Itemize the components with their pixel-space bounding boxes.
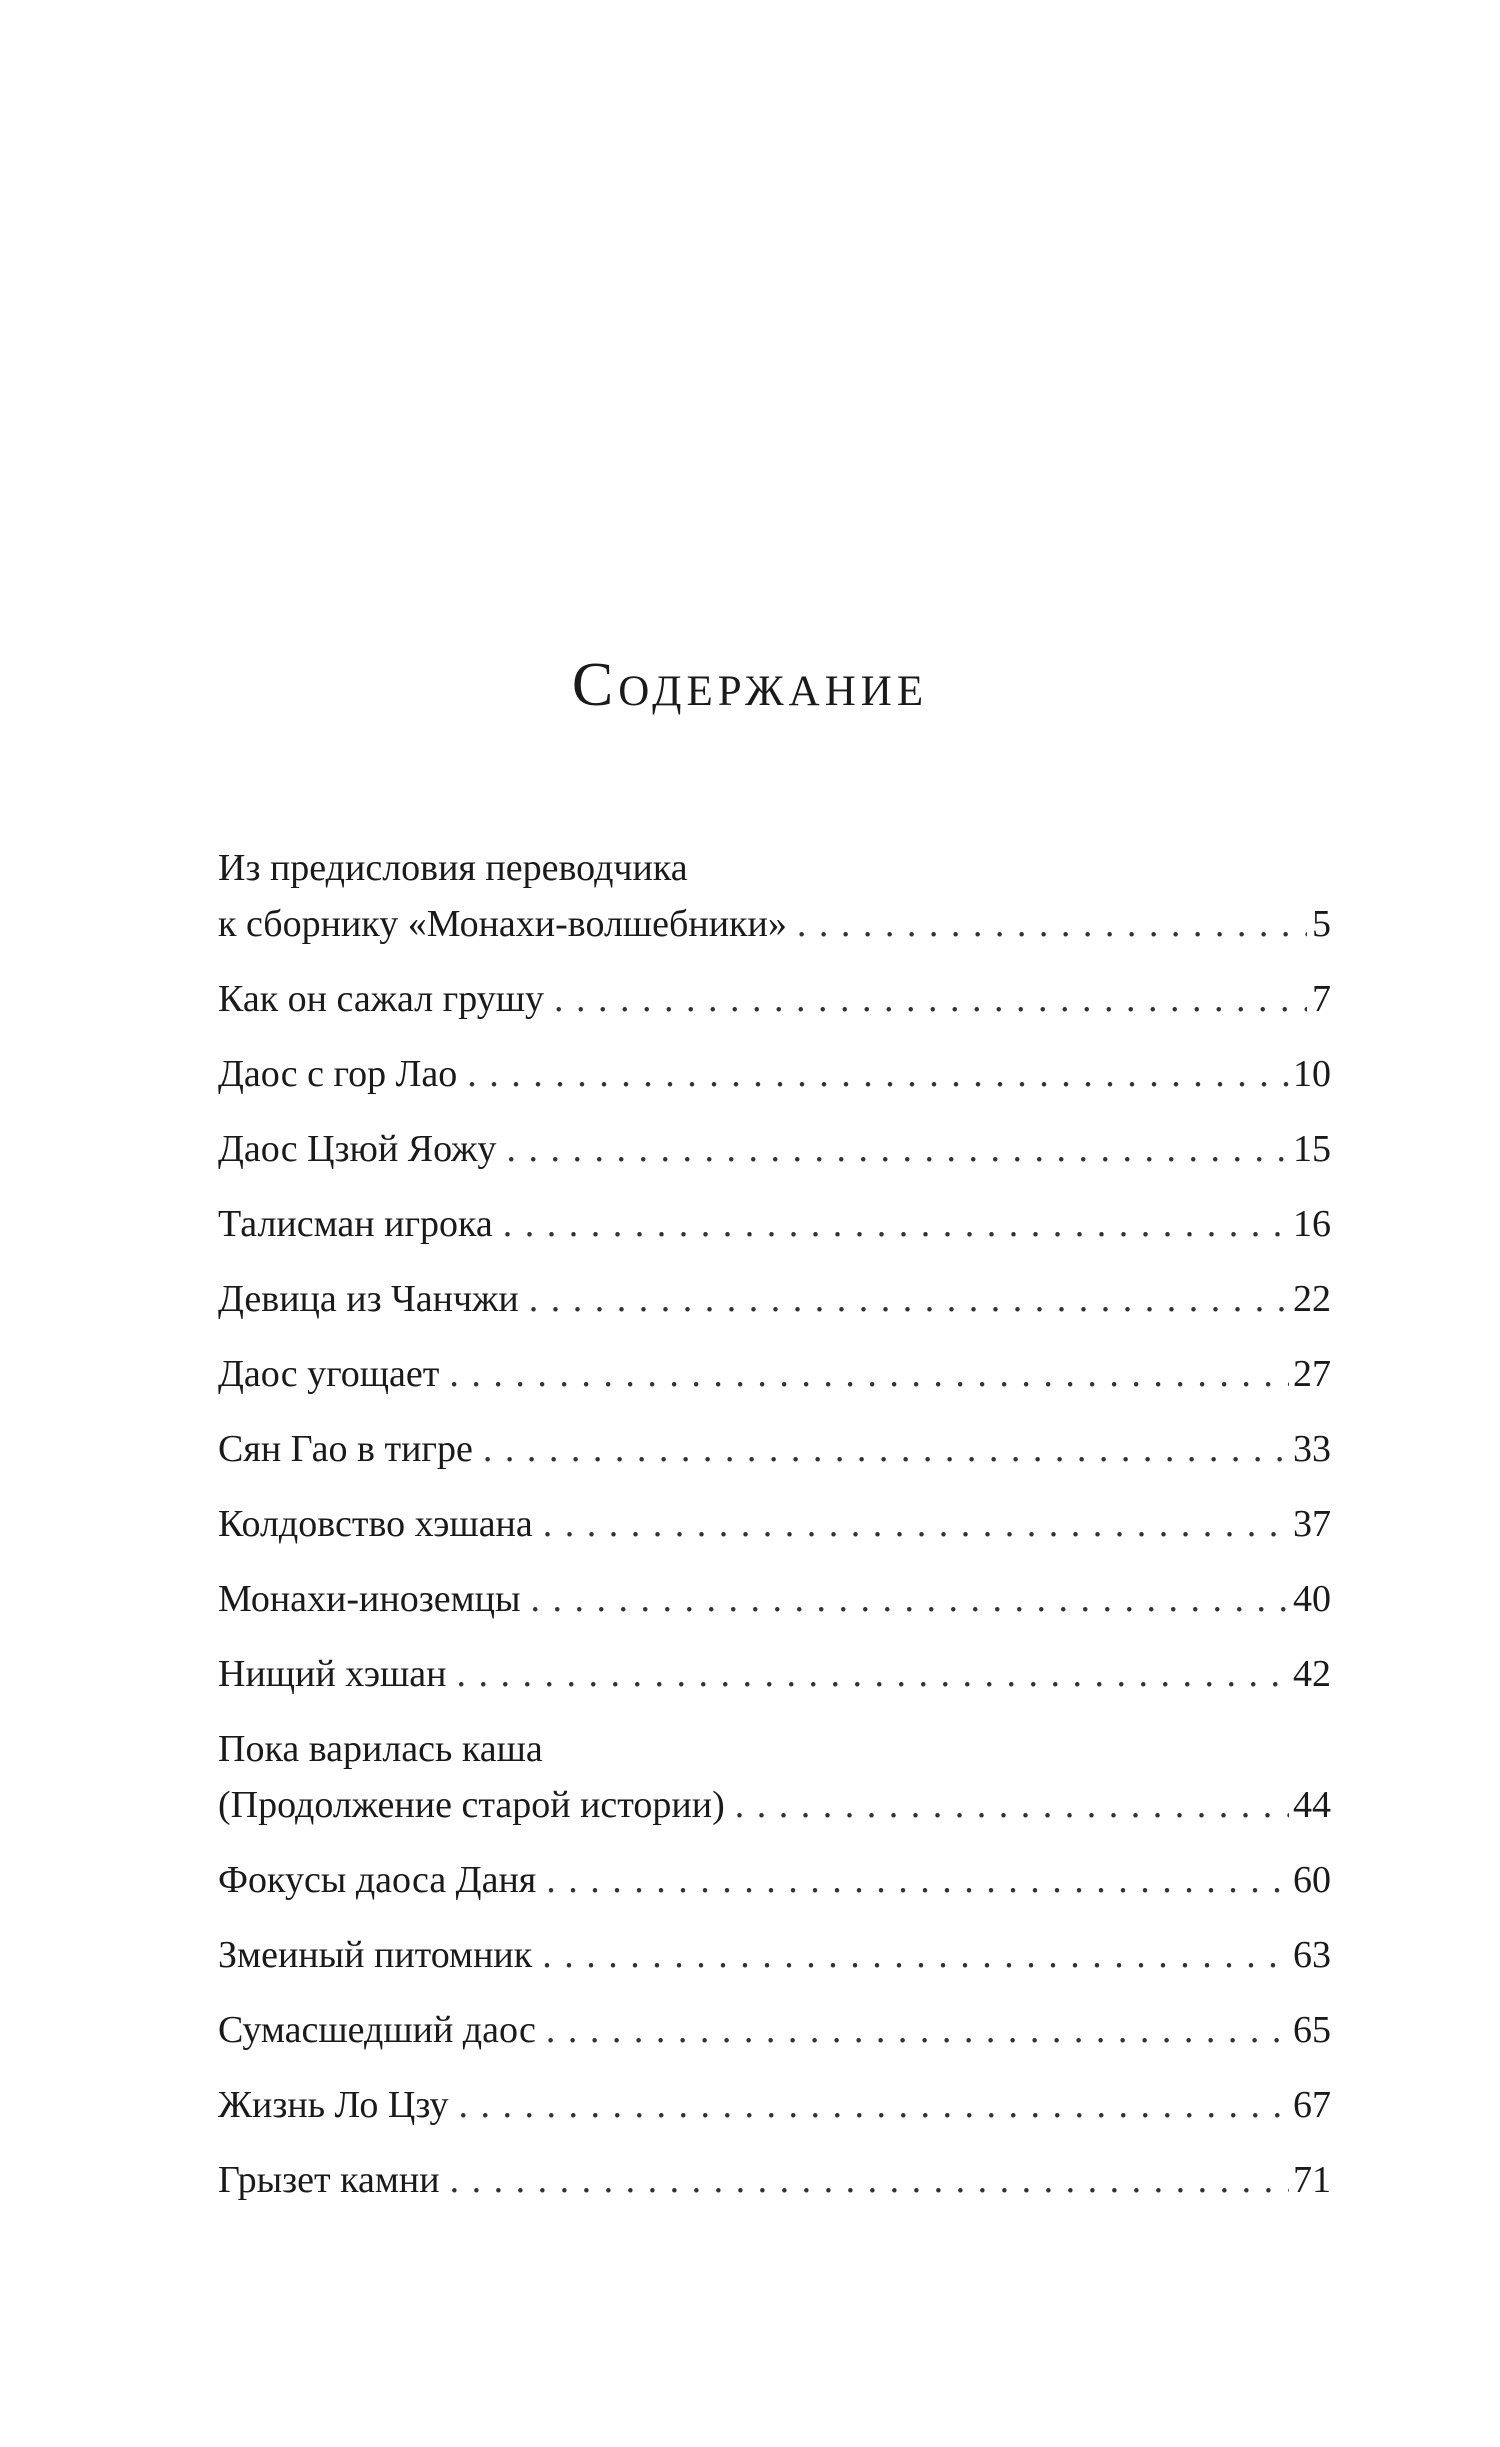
toc-entry-page-number: 42 xyxy=(1293,1653,1331,1695)
toc-entry-page-number: 67 xyxy=(1293,2084,1331,2126)
toc-entry[interactable] xyxy=(218,1852,1331,1908)
toc-entry[interactable] xyxy=(218,2152,1331,2208)
toc-entry-title: Монахи-иноземцы xyxy=(218,1578,521,1620)
toc-entry[interactable] xyxy=(218,1121,1331,1177)
toc-entry-page-number: 44 xyxy=(1293,1784,1331,1826)
toc-entry-page-number: 63 xyxy=(1293,1934,1331,1976)
dot-leader xyxy=(735,1777,1289,1833)
toc-entry-page-number: 15 xyxy=(1293,1128,1331,1170)
toc-entry[interactable] xyxy=(218,840,1331,952)
toc-entry-page-number: 65 xyxy=(1293,2009,1331,2051)
dot-leader xyxy=(459,2077,1289,2133)
toc-entry-title: Нищий хэшан xyxy=(218,1653,447,1695)
toc-entry[interactable] xyxy=(218,1646,1331,1702)
toc-entry-title: Сумасшедший даос xyxy=(218,2009,536,2051)
toc-entry-title-line2: (Продолжение старой истории) xyxy=(218,1784,725,1826)
dot-leader xyxy=(450,2152,1289,2208)
toc-entry-page-number: 37 xyxy=(1293,1503,1331,1545)
toc-entry-title: Даос с гор Лао xyxy=(218,1053,458,1095)
dot-leader xyxy=(554,971,1307,1027)
toc-entry-page-number: 5 xyxy=(1312,903,1331,945)
toc-entry-title: Как он сажал грушу xyxy=(218,978,544,1020)
toc-entry-title: Фокусы даоса Даня xyxy=(218,1859,537,1901)
dot-leader xyxy=(529,1271,1289,1327)
toc-entry[interactable] xyxy=(218,1571,1331,1627)
dot-leader xyxy=(542,1927,1289,1983)
toc-entry-title: Даос угощает xyxy=(218,1353,440,1395)
toc-entry-page-number: 27 xyxy=(1293,1353,1331,1395)
toc-entry[interactable] xyxy=(218,2002,1331,2058)
toc-entry[interactable] xyxy=(218,1196,1331,1252)
toc-entry-title: Сян Гао в тигре xyxy=(218,1428,473,1470)
toc-entry-page-number: 7 xyxy=(1312,978,1331,1020)
dot-leader xyxy=(506,1121,1289,1177)
toc-entry-page-number: 71 xyxy=(1293,2159,1331,2201)
toc-entry[interactable] xyxy=(218,1271,1331,1327)
dot-leader xyxy=(797,896,1307,952)
toc-entry[interactable] xyxy=(218,1046,1331,1102)
toc-entry-page-number: 16 xyxy=(1293,1203,1331,1245)
toc-entry[interactable] xyxy=(218,1346,1331,1402)
toc-entry-page-number: 10 xyxy=(1293,1053,1331,1095)
toc-entry-title-line2: к сборнику «Монахи-волшебники» xyxy=(218,903,787,945)
toc-entry-title: Даос Цзюй Яожу xyxy=(218,1128,497,1170)
toc-entry[interactable] xyxy=(218,2077,1331,2133)
table-of-contents xyxy=(218,840,1331,2227)
toc-entry[interactable] xyxy=(218,1496,1331,1552)
toc-entry-page-number: 40 xyxy=(1293,1578,1331,1620)
toc-entry-title-line1: Из предисловия переводчика xyxy=(218,847,688,889)
toc-entry-title: Талисман игрока xyxy=(218,1203,493,1245)
toc-entry[interactable] xyxy=(218,1927,1331,1983)
dot-leader xyxy=(449,1346,1289,1402)
dot-leader xyxy=(546,1852,1289,1908)
toc-entry-title-line1: Пока варилась каша xyxy=(218,1728,543,1770)
toc-entry[interactable] xyxy=(218,1421,1331,1477)
dot-leader xyxy=(531,1571,1290,1627)
toc-entry-title: Колдовство хэшана xyxy=(218,1503,533,1545)
page-title: Содержание xyxy=(571,651,929,719)
toc-entry-title: Жизнь Ло Цзу xyxy=(218,2084,449,2126)
dot-leader xyxy=(503,1196,1289,1252)
toc-entry[interactable] xyxy=(218,971,1331,1027)
toc-entry-page-number: 22 xyxy=(1293,1278,1331,1320)
dot-leader xyxy=(467,1046,1289,1102)
toc-entry-title: Грызет камни xyxy=(218,2159,440,2201)
toc-entry-title: Змеиный питомник xyxy=(218,1934,533,1976)
dot-leader xyxy=(483,1421,1289,1477)
dot-leader xyxy=(546,2002,1289,2058)
toc-entry-page-number: 33 xyxy=(1293,1428,1331,1470)
toc-entry-page-number: 60 xyxy=(1293,1859,1331,1901)
dot-leader xyxy=(456,1646,1289,1702)
toc-entry[interactable] xyxy=(218,1721,1331,1833)
toc-entry-title: Девица из Чанчжи xyxy=(218,1278,519,1320)
dot-leader xyxy=(543,1496,1289,1552)
